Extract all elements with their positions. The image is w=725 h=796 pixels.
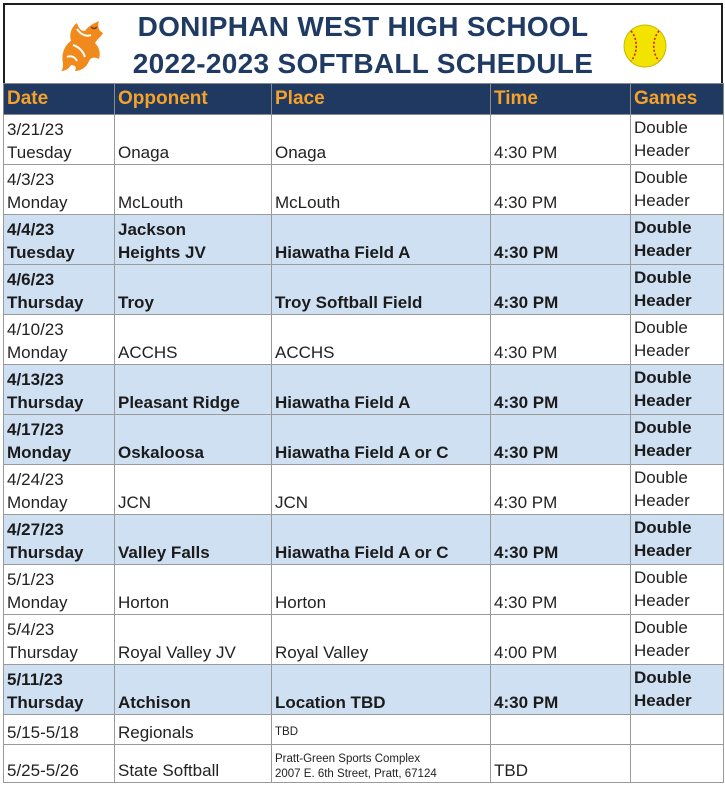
place-cell: [272, 745, 491, 783]
table-row: [4, 715, 724, 745]
games-cell-text: Double: [634, 418, 692, 437]
place-cell-text: Royal Valley: [275, 643, 369, 662]
games-cell: [631, 115, 724, 165]
place-cell-text: Hiawatha Field A or C: [275, 443, 449, 462]
opponent-cell: [115, 615, 272, 665]
time-cell-text: TBD: [494, 761, 528, 780]
schedule-header: [3, 3, 723, 83]
date-cell-text: Tuesday: [7, 143, 72, 162]
place-cell-text: McLouth: [275, 193, 341, 212]
date-cell-text: 5/4/23: [7, 620, 55, 639]
date-cell: [4, 565, 115, 615]
schedule-table: [3, 83, 724, 783]
time-cell-text: 4:30 PM: [494, 493, 558, 512]
time-cell: [491, 115, 631, 165]
date-cell-text: Monday: [7, 593, 68, 612]
date-cell: [4, 715, 115, 745]
place-cell-text: ACCHS: [275, 343, 335, 362]
games-cell: [631, 515, 724, 565]
time-cell: [491, 565, 631, 615]
games-cell-text: Double: [634, 568, 688, 587]
place-cell-text: JCN: [275, 493, 309, 512]
games-cell-text: Header: [634, 191, 690, 210]
games-cell: [631, 415, 724, 465]
table-row: [4, 115, 724, 165]
opponent-cell-text: Pleasant Ridge: [118, 393, 240, 412]
time-cell: [491, 745, 631, 783]
date-cell-text: 4/27/23: [7, 520, 64, 539]
opponent-cell: [115, 515, 272, 565]
games-cell: [631, 745, 724, 783]
time-cell-text: 4:00 PM: [494, 643, 558, 662]
date-cell-text: 4/10/23: [7, 320, 64, 339]
games-cell-text: Double: [634, 618, 688, 637]
games-cell: [631, 565, 724, 615]
date-cell: [4, 465, 115, 515]
opponent-cell-text: Jackson: [118, 220, 187, 239]
date-cell: [4, 165, 115, 215]
date-cell-text: 4/4/23: [7, 220, 55, 239]
opponent-cell-text: Oskaloosa: [118, 443, 204, 462]
date-cell-text: 4/6/23: [7, 270, 55, 289]
place-cell: [272, 715, 491, 745]
games-cell-text: Double: [634, 268, 692, 287]
games-cell: [631, 215, 724, 265]
opponent-cell-text: JCN: [118, 493, 152, 512]
place-cell-text: TBD: [275, 726, 298, 738]
place-cell-text: Location TBD: [275, 693, 386, 712]
time-cell: [491, 515, 631, 565]
date-cell: [4, 215, 115, 265]
date-cell-text: 4/24/23: [7, 470, 64, 489]
table-row: [4, 365, 724, 415]
date-cell: [4, 115, 115, 165]
time-cell-text: 4:30 PM: [494, 393, 559, 412]
date-cell-text: Monday: [7, 443, 72, 462]
opponent-cell-text: Regionals: [118, 723, 194, 742]
place-cell: [272, 115, 491, 165]
opponent-cell-text: Heights JV: [118, 243, 206, 262]
games-cell: [631, 315, 724, 365]
games-cell: [631, 615, 724, 665]
games-cell-text: Double: [634, 518, 692, 537]
place-cell-text: Horton: [275, 593, 327, 612]
table-row: [4, 315, 724, 365]
date-cell: [4, 315, 115, 365]
softball-icon: [622, 23, 668, 69]
date-cell: [4, 365, 115, 415]
date-cell-text: Thursday: [7, 393, 84, 412]
place-cell-text: 2007 E. 6th Street, Pratt, 67124: [275, 768, 437, 780]
table-row: [4, 745, 724, 783]
date-cell: [4, 515, 115, 565]
opponent-cell-text: ACCHS: [118, 343, 178, 362]
opponent-cell: [115, 215, 272, 265]
time-cell: [491, 165, 631, 215]
table-row: [4, 215, 724, 265]
date-cell-text: Thursday: [7, 543, 84, 562]
column-header-date: Date: [4, 84, 115, 115]
games-cell-text: Double: [634, 368, 692, 387]
opponent-cell-text: Royal Valley JV: [118, 643, 236, 662]
opponent-cell: [115, 115, 272, 165]
date-cell-text: Thursday: [7, 643, 78, 662]
time-cell-text: 4:30 PM: [494, 143, 558, 162]
time-cell-text: 4:30 PM: [494, 693, 559, 712]
column-header-games: Games: [631, 84, 724, 115]
opponent-cell: [115, 565, 272, 615]
games-cell-text: Header: [634, 341, 690, 360]
time-cell-text: 4:30 PM: [494, 193, 558, 212]
time-cell: [491, 265, 631, 315]
date-cell: [4, 415, 115, 465]
date-cell-text: 3/21/23: [7, 120, 64, 139]
time-cell-text: 4:30 PM: [494, 343, 558, 362]
date-cell-text: Thursday: [7, 293, 84, 312]
schedule-sheet: [3, 3, 723, 783]
time-cell-text: 4:30 PM: [494, 443, 559, 462]
place-cell: [272, 515, 491, 565]
table-row: [4, 465, 724, 515]
date-cell-text: 5/15-5/18: [7, 723, 79, 742]
time-cell: [491, 365, 631, 415]
table-row: [4, 665, 724, 715]
column-header-place: Place: [272, 84, 491, 115]
time-cell: [491, 665, 631, 715]
games-cell: [631, 465, 724, 515]
place-cell-text: Hiawatha Field A: [275, 243, 411, 262]
place-cell: [272, 565, 491, 615]
column-header-time: Time: [491, 84, 631, 115]
games-cell-text: Header: [634, 691, 692, 710]
place-cell-text: Hiawatha Field A: [275, 393, 411, 412]
opponent-cell-text: Troy: [118, 293, 154, 312]
table-row: [4, 165, 724, 215]
opponent-cell: [115, 315, 272, 365]
time-cell-text: 4:30 PM: [494, 543, 559, 562]
games-cell-text: Double: [634, 168, 688, 187]
games-cell-text: Double: [634, 218, 692, 237]
date-cell-text: Thursday: [7, 693, 84, 712]
games-cell-text: Header: [634, 241, 692, 260]
games-cell-text: Header: [634, 541, 692, 560]
time-cell-text: 4:30 PM: [494, 293, 559, 312]
place-cell-text: Hiawatha Field A or C: [275, 543, 449, 562]
games-cell-text: Double: [634, 318, 688, 337]
table-header-row: [4, 84, 724, 115]
time-cell: [491, 465, 631, 515]
table-row: [4, 615, 724, 665]
time-cell-text: 4:30 PM: [494, 243, 559, 262]
games-cell-text: Double: [634, 468, 688, 487]
schedule-rows: [4, 115, 724, 783]
schedule-title: 2022-2023 SOFTBALL SCHEDULE: [132, 48, 594, 79]
date-cell: [4, 615, 115, 665]
time-cell: [491, 615, 631, 665]
date-cell-text: Monday: [7, 343, 68, 362]
games-cell: [631, 665, 724, 715]
school-title: DONIPHAN WEST HIGH SCHOOL: [137, 11, 589, 42]
table-row: [4, 515, 724, 565]
opponent-cell: [115, 265, 272, 315]
time-cell: [491, 415, 631, 465]
opponent-cell: [115, 165, 272, 215]
games-cell-text: Header: [634, 391, 692, 410]
place-cell-text: Pratt-Green Sports Complex: [275, 753, 421, 765]
column-header-opponent: Opponent: [115, 84, 272, 115]
games-cell-text: Header: [634, 291, 692, 310]
games-cell: [631, 165, 724, 215]
games-cell-text: Double: [634, 118, 688, 137]
place-cell: [272, 265, 491, 315]
table-row: [4, 265, 724, 315]
opponent-cell: [115, 415, 272, 465]
opponent-cell-text: State Softball: [118, 761, 220, 780]
date-cell: [4, 265, 115, 315]
games-cell-text: Header: [634, 591, 690, 610]
games-cell: [631, 265, 724, 315]
date-cell-text: 5/25-5/26: [7, 761, 79, 780]
date-cell: [4, 745, 115, 783]
place-cell: [272, 215, 491, 265]
table-row: [4, 415, 724, 465]
opponent-cell: [115, 715, 272, 745]
place-cell: [272, 165, 491, 215]
date-cell-text: 4/3/23: [7, 170, 55, 189]
games-cell-text: Header: [634, 641, 690, 660]
opponent-cell-text: Onaga: [118, 143, 170, 162]
place-cell: [272, 315, 491, 365]
time-cell: [491, 715, 631, 745]
place-cell-text: Troy Softball Field: [275, 293, 423, 312]
place-cell-text: Onaga: [275, 143, 327, 162]
place-cell: [272, 365, 491, 415]
date-cell-text: 5/1/23: [7, 570, 55, 589]
opponent-cell-text: Valley Falls: [118, 543, 210, 562]
date-cell-text: 4/17/23: [7, 420, 64, 439]
opponent-cell-text: McLouth: [118, 193, 184, 212]
place-cell: [272, 465, 491, 515]
opponent-cell-text: Atchison: [118, 693, 191, 712]
games-cell: [631, 715, 724, 745]
games-cell-text: Header: [634, 441, 692, 460]
date-cell-text: 4/13/23: [7, 370, 64, 389]
time-cell: [491, 315, 631, 365]
games-cell: [631, 365, 724, 415]
place-cell: [272, 615, 491, 665]
opponent-cell-text: Horton: [118, 593, 170, 612]
date-cell: [4, 665, 115, 715]
place-cell: [272, 415, 491, 465]
opponent-cell: [115, 465, 272, 515]
games-cell-text: Header: [634, 141, 690, 160]
place-cell: [272, 665, 491, 715]
date-cell-text: Monday: [7, 493, 68, 512]
table-row: [4, 565, 724, 615]
date-cell-text: Tuesday: [7, 243, 75, 262]
games-cell-text: Header: [634, 491, 690, 510]
opponent-cell: [115, 365, 272, 415]
date-cell-text: 5/11/23: [7, 670, 63, 689]
time-cell-text: 4:30 PM: [494, 593, 558, 612]
date-cell-text: Monday: [7, 193, 68, 212]
opponent-cell: [115, 665, 272, 715]
opponent-cell: [115, 745, 272, 783]
time-cell: [491, 215, 631, 265]
games-cell-text: Double: [634, 668, 692, 687]
